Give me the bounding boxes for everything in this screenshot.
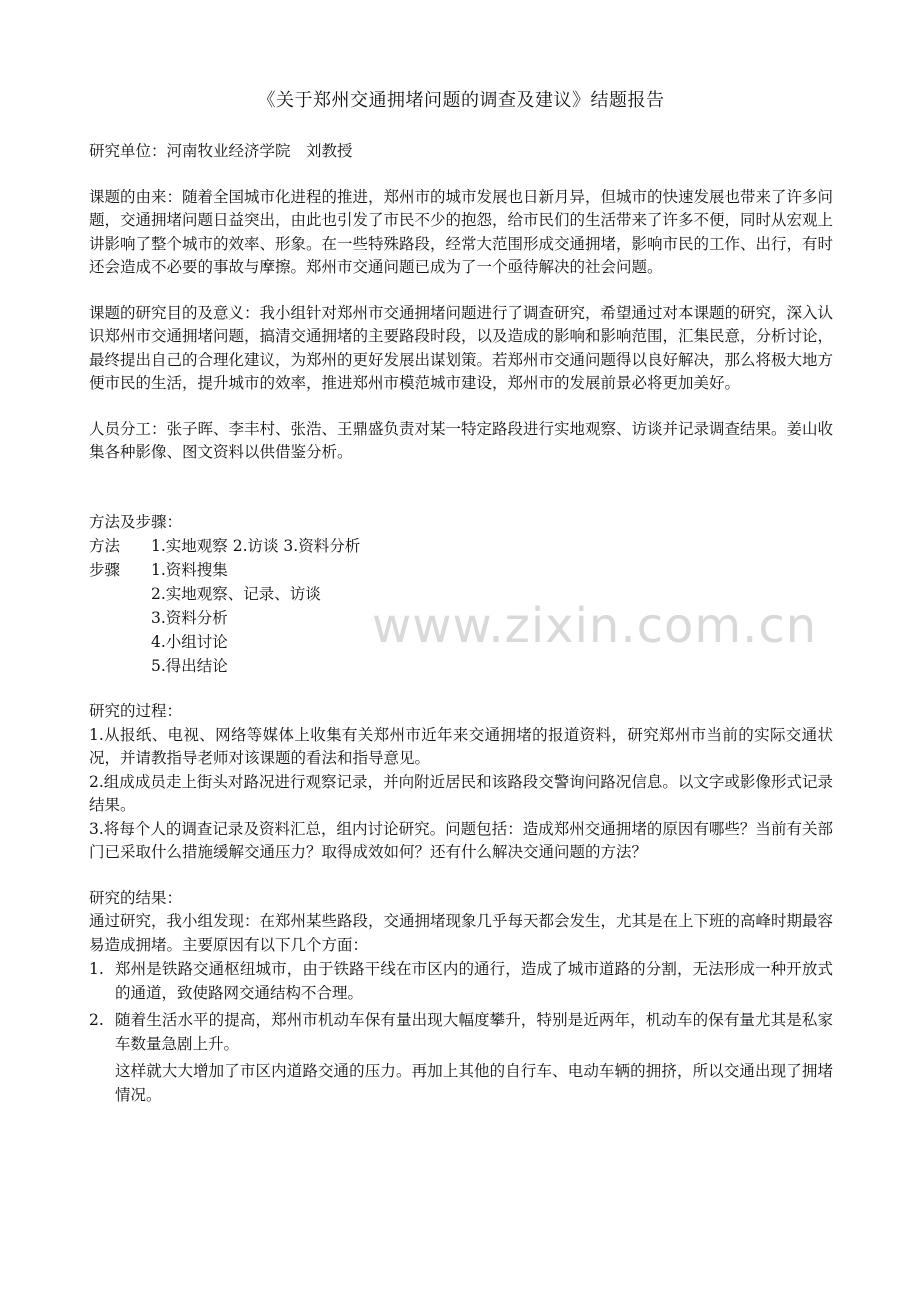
- results-item: [89, 1008, 833, 1056]
- methods-heading: 方法及步骤：: [89, 512, 183, 531]
- watermark: www.zixin.com.cn: [372, 598, 818, 654]
- steps-row: [89, 582, 833, 606]
- method-row: [89, 534, 833, 558]
- steps-row: [89, 654, 833, 678]
- document-page: [89, 88, 833, 1107]
- step-item: 1.资料搜集: [151, 561, 228, 579]
- results-continuation: 这样就大大增加了市区内道路交通的压力。再加上其他的自行车、电动车辆的拥挤，所以交通出现了拥堵情况。: [115, 1062, 833, 1104]
- results-item-text: 郑州是铁路交通枢纽城市，由于铁路干线在市区内的通行，造成了城市道路的分割，无法形成一种开放式的通道，致使路网交通结构不合理。: [115, 960, 833, 1002]
- process-item: 1.从报纸、电视、网络等媒体上收集有关郑州市近年来交通拥堵的报道资料，研究郑州市当前的实际交通状况，并请教指导老师对该课题的看法和指导意见。: [89, 725, 833, 767]
- results-intro: 通过研究，我小组发现：在郑州某些路段，交通拥堵现象几乎每天都会发生，尤其是在上下班的高峰时期最容易造成拥堵。主要原因有以下几个方面：: [89, 912, 834, 954]
- step-item: 4.小组讨论: [151, 633, 228, 651]
- staff-paragraph: 人员分工：张子晖、李丰村、张浩、王鼎盛负责对某一特定路段进行实地观察、访谈并记录调查结果。姜山收集各种影像、图文资料以供借鉴分析。: [89, 419, 834, 461]
- steps-row: [89, 558, 833, 582]
- process-heading: 研究的过程：: [89, 702, 183, 720]
- document-title: 《关于郑州交通拥堵问题的调查及建议》结题报告: [257, 90, 665, 111]
- step-item: 3.资料分析: [151, 609, 228, 627]
- step-item: 5.得出结论: [151, 657, 228, 675]
- results-item-text: 随着生活水平的提高，郑州市机动车保有量出现大幅度攀升，特别是近两年，机动车的保有量尤其是私家车数量急剧上升。: [115, 1011, 833, 1053]
- steps-key: 步骤: [89, 561, 121, 579]
- step-item: 2.实地观察、记录、访谈: [151, 585, 321, 603]
- results-item: [89, 957, 833, 1005]
- results-item-number: 2.: [89, 1011, 104, 1029]
- origin-paragraph: 课题的由来：随着全国城市化进程的推进，郑州市的城市发展也日新月异，但城市的快速发展也带来了许多问题，交通拥堵问题日益突出，由此也引发了市民不少的抱怨，给市民们的生活带来了许多不便，同时从宏观上讲影响了整个城市的效率、形象。在一些特殊路段，经常大范围形成交通拥堵，影响市民的工作、出行，有时还会造成不必要的事故与摩擦。郑州市交通问题已成为了一个亟待解决的社会问题。: [89, 187, 834, 276]
- steps-row: [89, 606, 833, 630]
- process-item: 2.组成成员走上街头对路况进行观察记录，并向附近居民和该路段交警询问路况信息。以文字或影像形式记录结果。: [89, 772, 833, 814]
- method-value: 1.实地观察 2.访谈 3.资料分析: [151, 537, 361, 555]
- method-key: 方法: [89, 537, 121, 555]
- steps-row: [89, 630, 833, 654]
- results-item-number: 1.: [89, 960, 104, 978]
- results-heading: 研究的结果：: [89, 888, 183, 907]
- research-unit: 研究单位：河南牧业经济学院 刘教授: [89, 142, 353, 160]
- purpose-paragraph: 课题的研究目的及意义：我小组针对郑州市交通拥堵问题进行了调查研究，希望通过对本课题的研究，深入认识郑州市交通拥堵问题，搞清交通拥堵的主要路段时段，以及造成的影响和影响范围，汇集民意，分析讨论，最终提出自己的合理化建议，为郑州的更好发展出谋划策。若郑州市交通问题得以良好解决，那么将极大地方便市民的生活，提升城市的效率，推进郑州市模范城市建设，郑州市的发展前景必将更加美好。: [89, 303, 834, 392]
- process-item: 3.将每个人的调查记录及资料汇总，组内讨论研究。问题包括：造成郑州交通拥堵的原因有哪些？当前有关部门已采取什么措施缓解交通压力？取得成效如何？还有什么解决交通问题的方法？: [89, 819, 833, 861]
